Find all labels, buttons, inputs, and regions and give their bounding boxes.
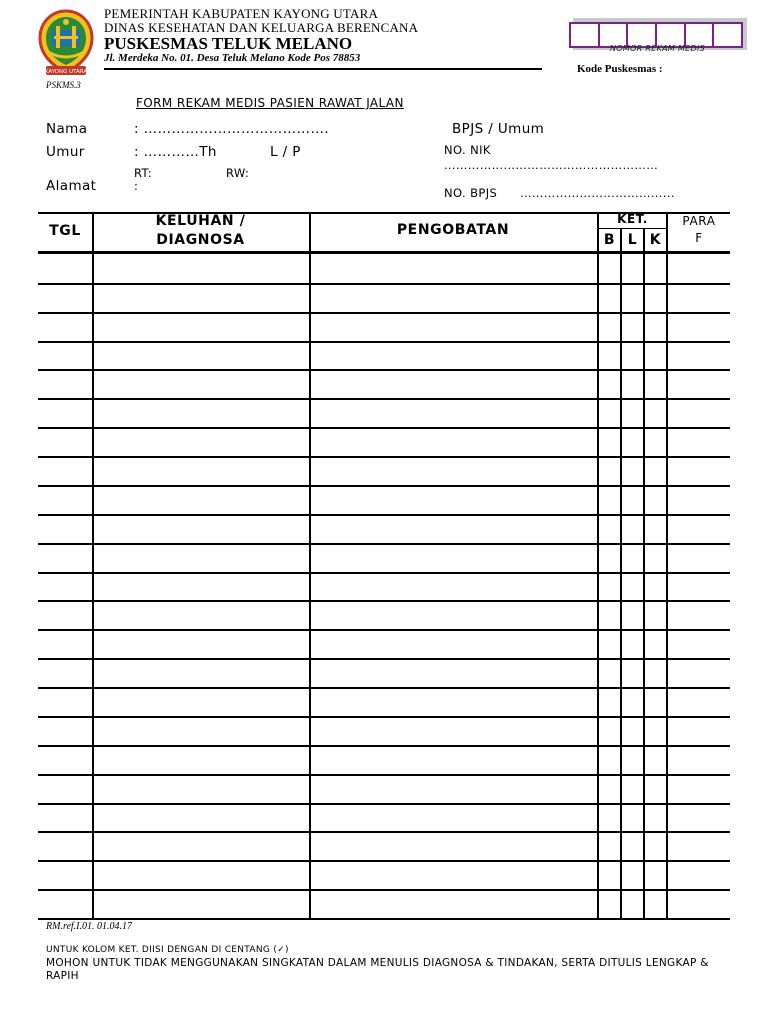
col-header-paraf-2: F (695, 231, 703, 245)
table-bottom-border (38, 918, 730, 920)
footer-note-instructions: MOHON UNTUK TIDAK MENGGUNAKAN SINGKATAN DALAM MENULIS DIAGNOSA & TINDAKAN, SERTA DITULIS LENGKAP & RAPIH (46, 957, 709, 982)
header-government-line: PEMERINTAH KABUPATEN KAYONG UTARA (104, 6, 379, 21)
nama-label: Nama (46, 121, 88, 137)
alamat-label: Alamat (46, 178, 97, 194)
record-digit-cell[interactable] (712, 22, 743, 48)
table-row-line (38, 341, 730, 343)
table-row-line (38, 716, 730, 718)
regency-seal-icon (34, 8, 98, 80)
table-row-line (38, 889, 730, 891)
column-divider (643, 229, 645, 920)
table-row-line (38, 658, 730, 660)
record-number-label: NOMOR REKAM MEDIS (610, 44, 706, 53)
table-row-line (38, 398, 730, 400)
form-code: PSKMS.3 (46, 80, 81, 90)
umur-label: Umur (46, 144, 85, 160)
kode-puskesmas-label: Kode Puskesmas : (577, 63, 663, 75)
table-row-line (38, 283, 730, 285)
table-row-line (38, 427, 730, 429)
table-row-line (38, 629, 730, 631)
table-row-line (38, 369, 730, 371)
bpjs-label: NO. BPJS (444, 186, 498, 200)
column-divider (597, 212, 599, 920)
header-department-line: DINAS KESEHATAN DAN KELUARGA BERENCANA (104, 20, 419, 35)
column-divider (92, 212, 94, 920)
footer-note-ket: UNTUK KOLOM KET. DIISI DENGAN DI CENTANG (✓) (46, 945, 289, 955)
umur-field[interactable]: : …………Th (134, 144, 217, 160)
table-row-line (38, 774, 730, 776)
table-header-divider (38, 251, 730, 254)
col-header-tgl: TGL (49, 223, 81, 239)
gender-field[interactable]: L / P (270, 144, 301, 160)
col-header-l: L (627, 232, 638, 248)
alamat-field[interactable]: : (134, 179, 139, 193)
nik-label: NO. NIK (444, 143, 491, 157)
table-row-line (38, 803, 730, 805)
nama-field[interactable]: : …………………………………. (134, 121, 330, 137)
header-address: Jl. Merdeka No. 01. Desa Teluk Melano Kode Pos 78853 (104, 52, 361, 64)
table-row-line (38, 860, 730, 862)
col-header-ket: KET. (617, 212, 648, 226)
rt-field[interactable]: RT: (134, 166, 152, 180)
column-divider (309, 212, 311, 920)
ket-subheader-divider (597, 228, 668, 229)
table-row-line (38, 485, 730, 487)
header-divider (104, 68, 542, 70)
column-divider (666, 212, 668, 920)
table-row-line (38, 745, 730, 747)
rw-field[interactable]: RW: (226, 166, 250, 180)
col-header-b: B (603, 232, 616, 248)
column-divider (620, 229, 622, 920)
table-row-line (38, 312, 730, 314)
col-header-pengobatan: PENGOBATAN (396, 222, 510, 238)
table-row-line (38, 514, 730, 516)
table-row-line (38, 600, 730, 602)
table-row-line (38, 687, 730, 689)
table-row-line (38, 456, 730, 458)
col-header-paraf: PARA (682, 214, 716, 228)
header-puskesmas-name: PUSKESMAS TELUK MELANO (104, 34, 353, 53)
col-header-diagnosa: DIAGNOSA (156, 232, 245, 248)
record-digit-cell[interactable] (569, 22, 600, 48)
table-row-line (38, 572, 730, 574)
table-row-line (38, 543, 730, 545)
payment-type[interactable]: BPJS / Umum (452, 121, 545, 137)
svg-text:KAYONG UTARA: KAYONG UTARA (44, 69, 88, 75)
form-reference: RM.ref.I.01. 01.04.17 (46, 921, 133, 932)
col-header-k: K (649, 232, 662, 248)
nik-field[interactable]: ……………………………………………… (444, 158, 659, 172)
bpjs-field[interactable]: ………………………………... (520, 186, 675, 200)
table-row-line (38, 831, 730, 833)
form-title: FORM REKAM MEDIS PASIEN RAWAT JALAN (136, 96, 404, 110)
col-header-keluhan: KELUHAN / (155, 213, 246, 229)
